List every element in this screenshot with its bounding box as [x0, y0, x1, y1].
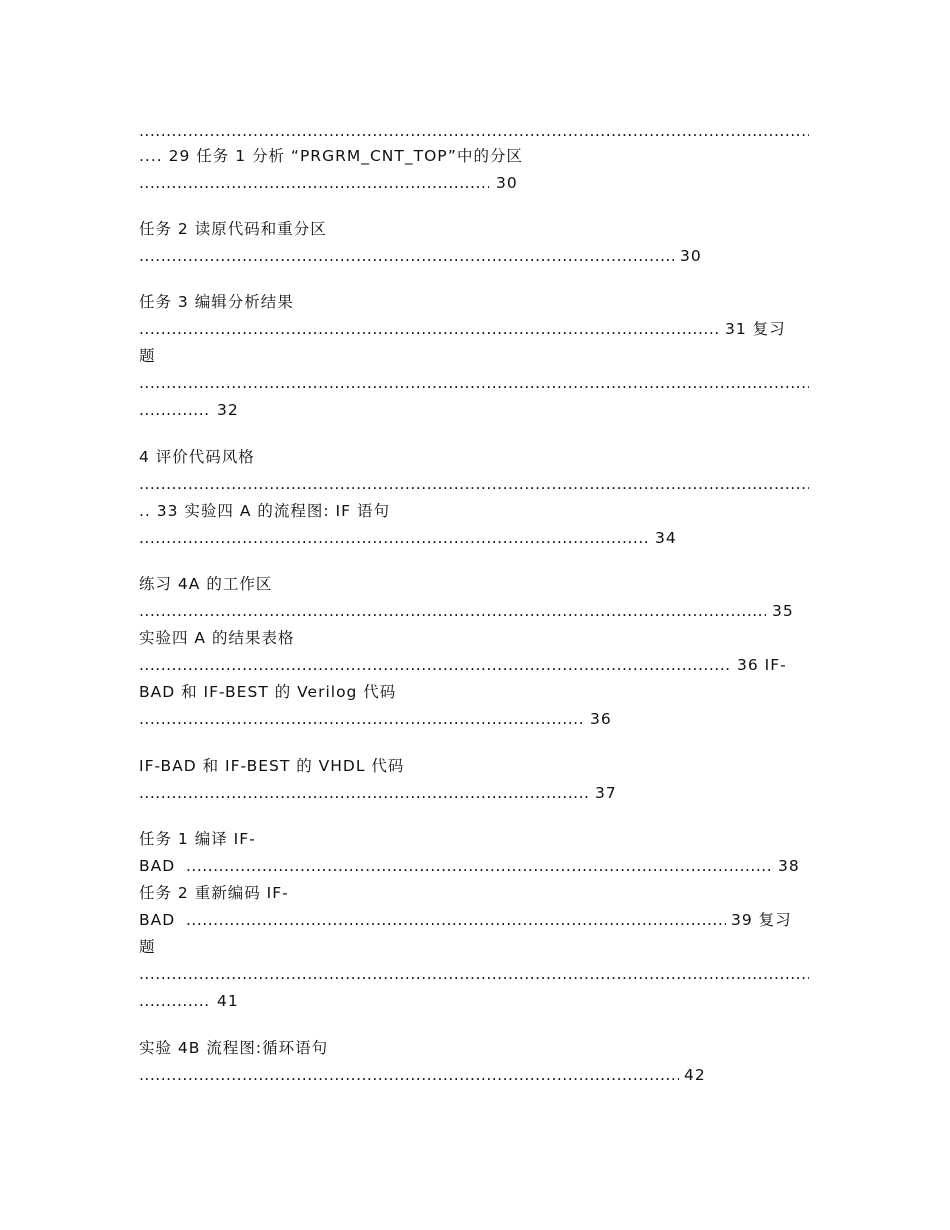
toc-entry-continuation: BAD: [139, 857, 176, 875]
toc-entry-task2-recode[interactable]: 任务 2 重新编码 IF-: [139, 884, 289, 902]
page-number: 30: [680, 247, 702, 265]
dot-leader: [139, 474, 809, 494]
toc-entry-lab4b-flowchart[interactable]: 实验 4B 流程图:循环语句: [139, 1039, 329, 1057]
page-number: 36: [590, 710, 612, 728]
toc-entry-vhdl-code[interactable]: IF-BAD 和 IF-BEST 的 VHDL 代码: [139, 757, 405, 775]
dot-leader: [139, 400, 211, 420]
toc-entry-evaluate-code-style[interactable]: 4 评价代码风格: [139, 448, 255, 466]
page-number: 37: [595, 784, 617, 802]
toc-entry-exercise4a-workspace[interactable]: 练习 4A 的工作区: [139, 575, 273, 593]
page-number-with-review: 31 复习: [725, 320, 786, 338]
dot-leader: [139, 964, 809, 984]
toc-entry-task1-analysis[interactable]: .... 29 任务 1 分析 “PRGRM_CNT_TOP”中的分区: [139, 147, 523, 165]
page-number: 30: [496, 174, 518, 192]
toc-entry-review-question[interactable]: 题: [139, 938, 156, 956]
dot-leader: [139, 655, 729, 675]
page-number: 42: [684, 1066, 706, 1084]
dot-leader: [186, 910, 726, 930]
toc-entry-task3-edit[interactable]: 任务 3 编辑分析结果: [139, 293, 294, 311]
page-number-continued: 36 IF-: [737, 656, 787, 674]
toc-entry-lab4a-results-table[interactable]: 实验四 A 的结果表格: [139, 629, 295, 647]
page-number: 34: [655, 529, 677, 547]
dot-leader: [139, 528, 649, 548]
page-number-with-review: 39 复习: [731, 911, 792, 929]
toc-entry-lab4a-flowchart[interactable]: .. 33 实验四 A 的流程图: IF 语句: [139, 502, 390, 520]
dot-leader: [139, 783, 589, 803]
dot-leader: [139, 373, 809, 393]
dot-leader: [186, 856, 771, 876]
dot-leader: [139, 173, 489, 193]
page-number: 35: [772, 602, 794, 620]
toc-entry-task2-reread[interactable]: 任务 2 读原代码和重分区: [139, 220, 327, 238]
toc-entry-task1-compile[interactable]: 任务 1 编译 IF-: [139, 830, 256, 848]
page-number: 32: [217, 401, 239, 419]
dot-leader: [139, 601, 766, 621]
toc-entry-review-question[interactable]: 题: [139, 347, 156, 365]
page-number: 41: [217, 992, 239, 1010]
dot-leader: [139, 991, 211, 1011]
dot-leader: [139, 709, 584, 729]
toc-entry-verilog-code[interactable]: BAD 和 IF-BEST 的 Verilog 代码: [139, 683, 397, 701]
dot-leader: [139, 319, 719, 339]
toc-entry-continuation: BAD: [139, 911, 176, 929]
dot-leader: [139, 121, 809, 141]
dot-leader: [139, 1065, 679, 1085]
dot-leader: [139, 246, 674, 266]
page-number: 38: [778, 857, 800, 875]
